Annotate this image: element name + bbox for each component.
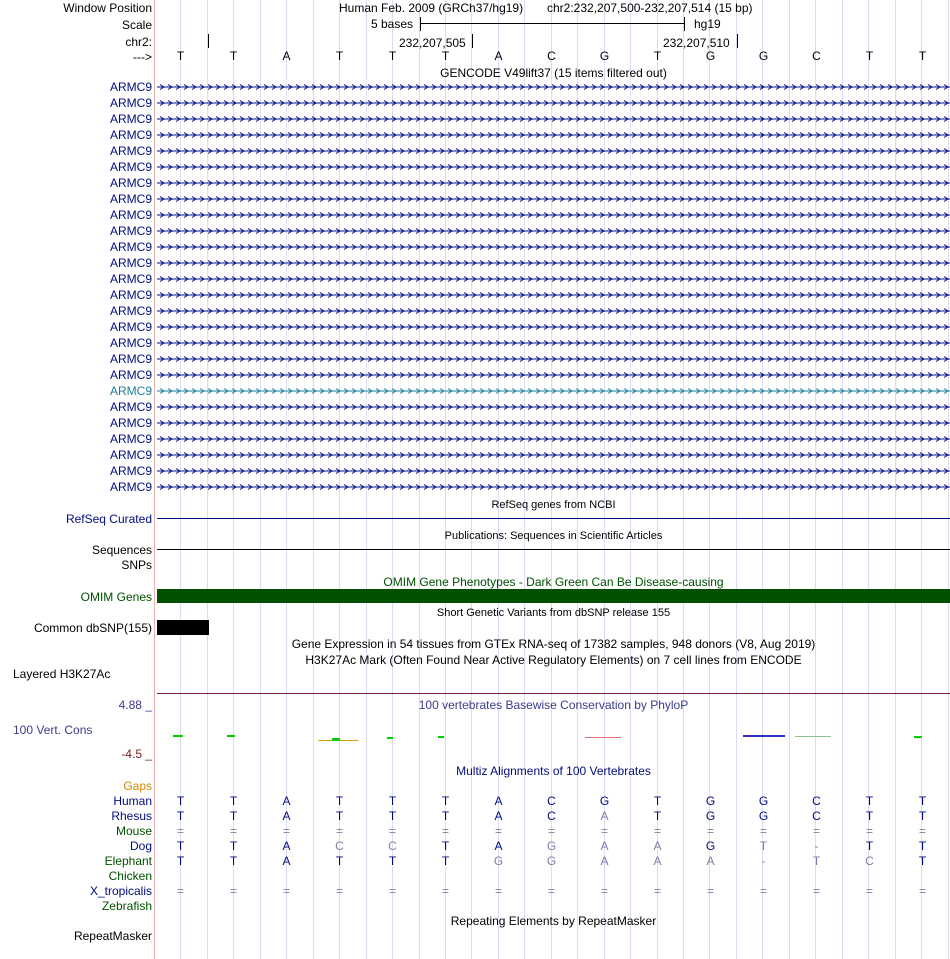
gencode-item-label[interactable]: ARMC9 — [109, 224, 152, 238]
omim-track-label[interactable]: OMIM Genes — [80, 590, 152, 604]
ruler-tick-left — [208, 34, 209, 48]
alignment-base: = — [547, 884, 555, 898]
transcript-chevrons — [157, 244, 950, 250]
alignment-base: G — [705, 839, 716, 853]
omim-gene-bar[interactable] — [157, 589, 950, 603]
alignment-base: G — [705, 794, 716, 808]
alignment-base: = — [865, 884, 873, 898]
gencode-item-label[interactable]: ARMC9 — [109, 128, 152, 142]
alignment-base: T — [229, 794, 238, 808]
grid-line — [524, 0, 525, 959]
alignment-base: A — [282, 854, 291, 868]
alignment-base: G — [758, 794, 769, 808]
alignment-base: T — [335, 854, 344, 868]
gencode-item-label[interactable]: ARMC9 — [109, 256, 152, 270]
transcript-chevrons — [157, 388, 950, 394]
gencode-transcript[interactable] — [157, 100, 950, 106]
gencode-transcript[interactable] — [157, 324, 950, 330]
alignment-base: G — [493, 854, 504, 868]
alignment-base: A — [282, 809, 291, 823]
alignment-base: A — [282, 839, 291, 853]
alignment-base: T — [812, 854, 821, 868]
sequence-base: T — [335, 49, 344, 63]
species-label[interactable]: Elephant — [104, 854, 152, 868]
alignment-base: T — [759, 839, 768, 853]
gencode-transcript[interactable] — [157, 164, 950, 170]
alignment-base: = — [812, 884, 820, 898]
sequence-base: T — [388, 49, 397, 63]
gencode-item-label[interactable]: ARMC9 — [109, 80, 152, 94]
alignment-base: C — [812, 794, 821, 808]
strand-label: ---> — [133, 50, 152, 64]
alignment-base: = — [229, 824, 237, 838]
scale-text: 5 bases — [371, 17, 414, 31]
transcript-chevrons — [157, 164, 950, 170]
species-label[interactable]: X_tropicalis — [89, 884, 152, 898]
alignment-base: T — [176, 809, 185, 823]
species-label[interactable]: Mouse — [115, 824, 152, 838]
alignment-base: G — [705, 809, 716, 823]
transcript-chevrons — [157, 308, 950, 314]
h3k27ac-track-title[interactable]: H3K27Ac Mark (Often Found Near Active Regulatory Elements) on 7 cell lines from ENCODE — [305, 653, 802, 667]
transcript-chevrons — [157, 340, 950, 346]
dbsnp-track-title[interactable]: Short Genetic Variants from dbSNP release 155 — [436, 607, 671, 619]
alignment-base: T — [176, 854, 185, 868]
alignment-base: T — [865, 794, 874, 808]
alignment-base: A — [600, 809, 609, 823]
refseq-gene-line[interactable] — [157, 518, 950, 519]
species-label[interactable]: Human — [113, 794, 152, 808]
refseq-track-title[interactable]: RefSeq genes from NCBI — [491, 499, 616, 511]
sequences-track-label[interactable]: Sequences — [91, 543, 152, 557]
gencode-transcript[interactable] — [157, 372, 950, 378]
transcript-chevrons — [157, 228, 950, 234]
position-readout: chr2:232,207,500-232,207,514 (15 bp) — [547, 1, 753, 15]
scale-label: Scale — [121, 18, 152, 32]
omim-track-title[interactable]: OMIM Gene Phenotypes - Dark Green Can Be Disease-causing — [383, 575, 724, 589]
alignment-base: T — [653, 809, 662, 823]
multiz-track-title[interactable]: Multiz Alignments of 100 Vertebrates — [456, 764, 651, 778]
dbsnp-track-label[interactable]: Common dbSNP(155) — [33, 621, 152, 635]
transcript-chevrons — [157, 100, 950, 106]
alignment-base: = — [229, 884, 237, 898]
alignment-base: A — [706, 854, 715, 868]
alignment-base: = — [388, 824, 396, 838]
grid-line — [683, 0, 684, 959]
transcript-chevrons — [157, 324, 950, 330]
alignment-base: T — [865, 839, 874, 853]
gencode-item-label[interactable]: ARMC9 — [109, 352, 152, 366]
ruler-tick-1 — [472, 34, 473, 48]
transcript-chevrons — [157, 484, 950, 490]
gencode-transcript[interactable] — [157, 436, 950, 442]
gencode-transcript[interactable] — [157, 180, 950, 186]
sequence-base: T — [865, 49, 874, 63]
sequence-base: T — [441, 49, 450, 63]
scale-bar-left-tick — [420, 17, 421, 31]
phylop-min-value: -4.5 _ — [121, 747, 152, 761]
phylop-score-mark — [914, 736, 922, 738]
grid-line — [366, 0, 367, 959]
gencode-item-label[interactable]: ARMC9 — [109, 272, 152, 286]
sequence-base: A — [494, 49, 503, 63]
alignment-base: = — [441, 824, 449, 838]
coord-label-2: 232,207,510 — [663, 36, 730, 50]
sequence-base: C — [547, 49, 556, 63]
grid-line — [789, 0, 790, 959]
gencode-item-label[interactable]: ARMC9 — [109, 208, 152, 222]
gencode-transcript[interactable] — [157, 116, 950, 122]
gencode-item-label[interactable]: ARMC9 — [109, 192, 152, 206]
alignment-base: G — [599, 794, 610, 808]
alignment-base: = — [759, 884, 767, 898]
gencode-transcript[interactable] — [157, 260, 950, 266]
alignment-base: = — [547, 824, 555, 838]
gaps-label: Gaps — [123, 779, 152, 793]
gencode-track-title[interactable]: GENCODE V49lift37 (15 items filtered out) — [440, 66, 667, 80]
species-label[interactable]: Zebrafish — [101, 899, 152, 913]
alignment-base: A — [494, 794, 503, 808]
gencode-transcript[interactable] — [157, 148, 950, 154]
sequence-base: G — [599, 49, 610, 63]
transcript-chevrons — [157, 84, 950, 90]
transcript-chevrons — [157, 436, 950, 442]
alignment-base: = — [918, 884, 926, 898]
grid-line — [895, 0, 896, 959]
alignment-base: = — [706, 824, 714, 838]
alignment-base: A — [600, 839, 609, 853]
alignment-base: C — [812, 809, 821, 823]
gencode-transcript[interactable] — [157, 84, 950, 90]
alignment-base: = — [494, 884, 502, 898]
species-label[interactable]: Dog — [129, 839, 152, 853]
sequence-base: T — [918, 49, 927, 63]
phylop-score-mark — [585, 737, 621, 738]
phylop-score-mark — [173, 735, 183, 737]
gencode-item-label[interactable]: ARMC9 — [109, 96, 152, 110]
alignment-base: T — [441, 854, 450, 868]
dbsnp-variant-bar[interactable] — [157, 620, 209, 635]
coord-label-1: 232,207,505 — [399, 36, 466, 50]
publications-track-title[interactable]: Publications: Sequences in Scientific Articles — [444, 530, 663, 542]
gencode-transcript[interactable] — [157, 420, 950, 426]
alignment-base: A — [494, 839, 503, 853]
gencode-transcript[interactable] — [157, 468, 950, 474]
grid-line — [260, 0, 261, 959]
gencode-transcript[interactable] — [157, 212, 950, 218]
sequence-base: T — [176, 49, 185, 63]
alignment-base: A — [600, 854, 609, 868]
gencode-item-label[interactable]: ARMC9 — [109, 112, 152, 126]
gencode-transcript[interactable] — [157, 340, 950, 346]
transcript-chevrons — [157, 196, 950, 202]
alignment-base: T — [918, 794, 927, 808]
alignment-base: T — [918, 839, 927, 853]
alignment-base: T — [176, 794, 185, 808]
gencode-transcript[interactable] — [157, 404, 950, 410]
alignment-base: A — [282, 794, 291, 808]
gencode-item-label[interactable]: ARMC9 — [109, 400, 152, 414]
gencode-transcript[interactable] — [157, 228, 950, 234]
grid-line — [313, 0, 314, 959]
h3k27ac-signal-line[interactable] — [157, 693, 950, 694]
alignment-base: = — [653, 824, 661, 838]
chrom-label: chr2: — [125, 35, 152, 49]
transcript-chevrons — [157, 116, 950, 122]
phylop-score-mark — [743, 735, 785, 737]
sequences-line[interactable] — [157, 549, 950, 550]
phylop-score-mark — [227, 735, 235, 737]
species-label[interactable]: Rhesus — [111, 809, 152, 823]
phylop-track-title[interactable]: 100 vertebrates Basewise Conservation by PhyloP — [418, 698, 689, 712]
transcript-chevrons — [157, 132, 950, 138]
alignment-base: T — [388, 794, 397, 808]
alignment-base: G — [546, 854, 557, 868]
h3k27ac-track-label[interactable]: Layered H3K27Ac — [13, 667, 111, 681]
transcript-chevrons — [157, 260, 950, 266]
alignment-base: G — [546, 839, 557, 853]
db-name: hg19 — [694, 17, 721, 31]
gencode-transcript[interactable] — [157, 356, 950, 362]
phylop-track-label[interactable]: 100 Vert. Cons — [13, 723, 93, 737]
alignment-base: = — [600, 884, 608, 898]
grid-line — [577, 0, 578, 959]
transcript-chevrons — [157, 276, 950, 282]
gencode-transcript[interactable] — [157, 308, 950, 314]
alignment-base: = — [441, 884, 449, 898]
transcript-chevrons — [157, 468, 950, 474]
alignment-base: = — [706, 884, 714, 898]
repeatmasker-track-label[interactable]: RepeatMasker — [73, 929, 152, 943]
snps-track-label[interactable]: SNPs — [121, 558, 152, 572]
gencode-transcript[interactable] — [157, 292, 950, 298]
gencode-transcript[interactable] — [157, 276, 950, 282]
alignment-base: = — [865, 824, 873, 838]
alignment-base: = — [282, 824, 290, 838]
gencode-item-label[interactable]: ARMC9 — [109, 432, 152, 446]
alignment-base: C — [335, 839, 344, 853]
window-position-label: Window Position — [63, 1, 152, 15]
gencode-item-label[interactable]: ARMC9 — [109, 384, 152, 398]
phylop-score-mark — [387, 737, 393, 739]
grid-line — [736, 0, 737, 959]
alignment-base: = — [176, 884, 184, 898]
gencode-transcript[interactable] — [157, 388, 950, 394]
transcript-chevrons — [157, 148, 950, 154]
sequence-base: T — [229, 49, 238, 63]
transcript-chevrons — [157, 356, 950, 362]
grid-line — [419, 0, 420, 959]
alignment-base: T — [176, 839, 185, 853]
alignment-base: T — [441, 794, 450, 808]
gencode-item-label[interactable]: ARMC9 — [109, 416, 152, 430]
alignment-base: G — [758, 809, 769, 823]
repeatmasker-track-title[interactable]: Repeating Elements by RepeatMasker — [450, 914, 657, 928]
alignment-base: T — [441, 809, 450, 823]
scale-bar — [420, 23, 684, 24]
gencode-transcript[interactable] — [157, 132, 950, 138]
alignment-base: = — [600, 824, 608, 838]
scale-bar-right-tick — [684, 17, 685, 31]
alignment-base: C — [388, 839, 397, 853]
sequence-base: G — [705, 49, 716, 63]
alignment-base: T — [918, 809, 927, 823]
transcript-chevrons — [157, 404, 950, 410]
alignment-base: = — [176, 824, 184, 838]
alignment-base: - — [761, 854, 766, 868]
grid-line — [948, 0, 949, 959]
alignment-base: C — [865, 854, 874, 868]
alignment-base: = — [653, 884, 661, 898]
alignment-base: T — [335, 809, 344, 823]
alignment-base: A — [653, 854, 662, 868]
gencode-item-label[interactable]: ARMC9 — [109, 144, 152, 158]
transcript-chevrons — [157, 180, 950, 186]
sequence-base: A — [282, 49, 291, 63]
alignment-base: T — [388, 809, 397, 823]
alignment-base: C — [547, 809, 556, 823]
sequence-base: G — [758, 49, 769, 63]
alignment-base: T — [229, 809, 238, 823]
alignment-base: = — [335, 824, 343, 838]
phylop-score-mark — [438, 736, 444, 738]
alignment-base: T — [229, 854, 238, 868]
sequence-base: C — [812, 49, 821, 63]
gencode-transcript[interactable] — [157, 484, 950, 490]
gencode-transcript[interactable] — [157, 452, 950, 458]
gencode-item-label[interactable]: ARMC9 — [109, 176, 152, 190]
alignment-base: T — [865, 809, 874, 823]
gencode-item-label[interactable]: ARMC9 — [109, 160, 152, 174]
grid-line — [207, 0, 208, 959]
transcript-chevrons — [157, 452, 950, 458]
gencode-item-label[interactable]: ARMC9 — [109, 288, 152, 302]
phylop-score-mark — [795, 736, 831, 737]
gencode-item-label[interactable]: ARMC9 — [109, 464, 152, 478]
alignment-base: = — [918, 824, 926, 838]
gencode-item-label[interactable]: ARMC9 — [109, 304, 152, 318]
alignment-base: A — [653, 839, 662, 853]
gencode-transcript[interactable] — [157, 196, 950, 202]
alignment-base: = — [494, 824, 502, 838]
alignment-base: T — [918, 854, 927, 868]
alignment-base: = — [335, 884, 343, 898]
gencode-item-label[interactable]: ARMC9 — [109, 336, 152, 350]
gencode-item-label[interactable]: ARMC9 — [109, 480, 152, 494]
alignment-base: T — [653, 794, 662, 808]
gtex-track-title[interactable]: Gene Expression in 54 tissues from GTEx RNA-seq of 17382 samples, 948 donors (V8, Aug 2019) — [291, 637, 816, 651]
alignment-base: T — [335, 794, 344, 808]
sequence-base: T — [653, 49, 662, 63]
gencode-item-label[interactable]: ARMC9 — [109, 320, 152, 334]
transcript-chevrons — [157, 372, 950, 378]
transcript-chevrons — [157, 420, 950, 426]
alignment-base: = — [812, 824, 820, 838]
grid-line — [842, 0, 843, 959]
ruler-tick-2 — [737, 34, 738, 48]
alignment-base: A — [494, 809, 503, 823]
assembly-name: Human Feb. 2009 (GRCh37/hg19) — [339, 1, 524, 15]
gencode-transcript[interactable] — [157, 244, 950, 250]
alignment-base: T — [229, 839, 238, 853]
alignment-base: - — [814, 839, 819, 853]
gencode-item-label[interactable]: ARMC9 — [109, 240, 152, 254]
refseq-track-label[interactable]: RefSeq Curated — [65, 512, 152, 526]
alignment-base: T — [388, 854, 397, 868]
alignment-base: = — [759, 824, 767, 838]
alignment-base: T — [441, 839, 450, 853]
grid-line — [630, 0, 631, 959]
gencode-item-label[interactable]: ARMC9 — [109, 368, 152, 382]
alignment-base: = — [282, 884, 290, 898]
gencode-item-label[interactable]: ARMC9 — [109, 448, 152, 462]
alignment-base: C — [547, 794, 556, 808]
phylop-max-value: 4.88 _ — [118, 698, 152, 712]
alignment-base: = — [388, 884, 396, 898]
phylop-score-mark — [332, 738, 340, 741]
label-separator — [154, 0, 155, 959]
transcript-chevrons — [157, 212, 950, 218]
species-label[interactable]: Chicken — [108, 869, 152, 883]
grid-line — [471, 0, 472, 959]
transcript-chevrons — [157, 292, 950, 298]
